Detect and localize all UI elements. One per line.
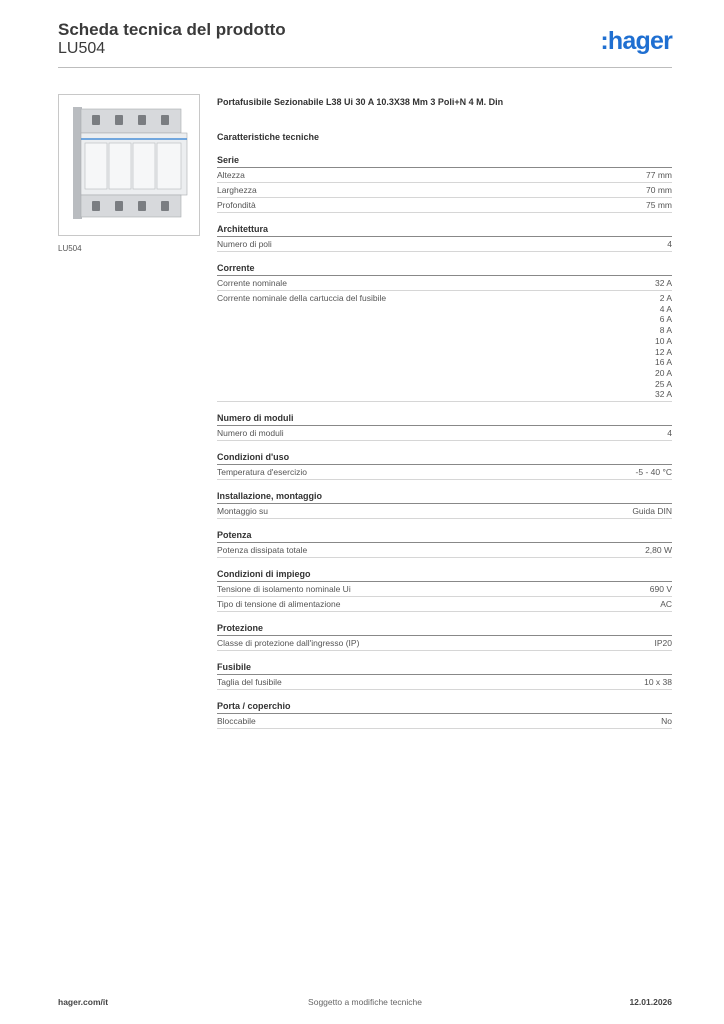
spec-label: Tensione di isolamento nominale Ui (217, 584, 351, 595)
spec-value-item: AC (660, 599, 672, 610)
spec-value (645, 545, 672, 556)
spec-value (646, 170, 672, 181)
page-title: Scheda tecnica del prodotto (58, 20, 286, 39)
section-title: Architettura (217, 223, 672, 237)
spec-value-item: No (661, 716, 672, 727)
section-title: Numero di moduli (217, 412, 672, 426)
spec-value-item: 6 A (659, 314, 672, 325)
footer-website[interactable]: hager.com/it (58, 997, 109, 1007)
section-title: Corrente (217, 262, 672, 276)
spec-value-item: 10 A (654, 335, 672, 346)
spec-section (217, 262, 672, 402)
spec-value (667, 428, 672, 439)
spec-value-item: 32 A (654, 389, 672, 400)
section-title: Installazione, montaggio (217, 490, 672, 504)
spec-value (646, 200, 672, 211)
spec-value (632, 506, 672, 517)
spec-section (217, 529, 672, 558)
spec-value (661, 716, 672, 727)
spec-value-item: 16 A (654, 357, 672, 368)
spec-row (217, 636, 672, 651)
spec-value-item: 4 A (659, 303, 672, 314)
section-title: Condizioni di impiego (217, 568, 672, 582)
spec-label: Bloccabile (217, 716, 256, 727)
spec-label: Temperatura d'esercizio (217, 467, 307, 478)
spec-label: Potenza dissipata totale (217, 545, 308, 556)
spec-section (217, 661, 672, 690)
spec-value-item: 4 (667, 239, 672, 249)
spec-label: Classe di protezione dall'ingresso (IP) (217, 638, 360, 649)
spec-value (655, 293, 672, 400)
product-image (58, 94, 200, 236)
spec-section (217, 490, 672, 519)
spec-value (650, 584, 672, 595)
spec-value-item: 690 V (649, 584, 672, 595)
characteristics-heading: Caratteristiche tecniche (217, 132, 320, 142)
spec-row (217, 582, 672, 597)
spec-label: Taglia del fusibile (217, 677, 282, 688)
spec-section (217, 622, 672, 651)
product-description: Portafusibile Sezionabile L38 Ui 30 A 10.3X38 Mm 3 Poli+N 4 M. Din (217, 97, 504, 107)
section-title: Serie (217, 154, 672, 168)
spec-section (217, 700, 672, 729)
spec-value-item: 2 A (659, 293, 672, 303)
spec-value (655, 638, 673, 649)
spec-row (217, 276, 672, 291)
spec-label: Tipo di tensione di alimentazione (217, 599, 341, 610)
section-title: Condizioni d'uso (217, 451, 672, 465)
spec-label: Numero di poli (217, 239, 272, 249)
page-header (58, 20, 672, 58)
spec-value (636, 467, 672, 478)
spec-label: Profondità (217, 200, 256, 210)
section-title: Fusibile (217, 661, 672, 675)
spec-label: Larghezza (217, 185, 257, 195)
spec-value (660, 599, 672, 610)
footer-date: 12.01.2026 (629, 997, 672, 1007)
spec-value-item: 10 x 38 (644, 677, 672, 688)
section-title: Porta / coperchio (217, 700, 672, 714)
spec-sections (217, 154, 672, 729)
spec-row (217, 465, 672, 480)
spec-value (644, 677, 672, 688)
spec-label: Altezza (217, 170, 245, 180)
fuse-holder-illustration (59, 95, 199, 235)
spec-value-item: 77 mm (646, 170, 672, 180)
spec-value-item: 20 A (654, 367, 672, 378)
spec-value-item: 4 (667, 428, 672, 439)
spec-row (217, 675, 672, 690)
spec-label: Montaggio su (217, 506, 269, 517)
spec-value-item: IP20 (654, 638, 672, 649)
spec-row (217, 597, 672, 612)
hager-logo: :hager (600, 27, 672, 55)
spec-value-item: 12 A (654, 346, 672, 357)
footer-note: Soggetto a modifiche tecniche (308, 997, 422, 1007)
spec-row (217, 426, 672, 441)
spec-row (217, 183, 672, 198)
product-code: LU504 (58, 40, 106, 57)
header-divider (58, 67, 672, 68)
spec-row (217, 237, 672, 252)
spec-row (217, 198, 672, 213)
spec-row (217, 291, 672, 402)
spec-row (217, 543, 672, 558)
spec-section (217, 451, 672, 480)
image-caption: LU504 (58, 244, 82, 253)
spec-value-item: 8 A (659, 325, 672, 336)
spec-label: Corrente nominale della cartuccia del fusibile (217, 293, 387, 303)
spec-value-item: Guida DIN (632, 506, 672, 517)
spec-row (217, 504, 672, 519)
spec-label: Corrente nominale (217, 278, 287, 288)
spec-value (646, 185, 672, 196)
spec-section (217, 412, 672, 441)
spec-label: Numero di moduli (217, 428, 284, 439)
spec-row (217, 168, 672, 183)
spec-value-item: 70 mm (646, 185, 672, 195)
spec-value (655, 278, 672, 289)
spec-value-item: -5 - 40 °C (635, 467, 672, 478)
product-content (217, 96, 672, 739)
spec-value-item: 32 A (654, 278, 672, 288)
spec-section (217, 154, 672, 213)
spec-value (667, 239, 672, 250)
spec-row (217, 714, 672, 729)
spec-value-item: 75 mm (646, 200, 672, 210)
section-title: Potenza (217, 529, 672, 543)
spec-section (217, 223, 672, 252)
spec-value-item: 2,80 W (645, 545, 672, 556)
spec-value-item: 25 A (654, 378, 672, 389)
section-title: Protezione (217, 622, 672, 636)
spec-section (217, 568, 672, 612)
